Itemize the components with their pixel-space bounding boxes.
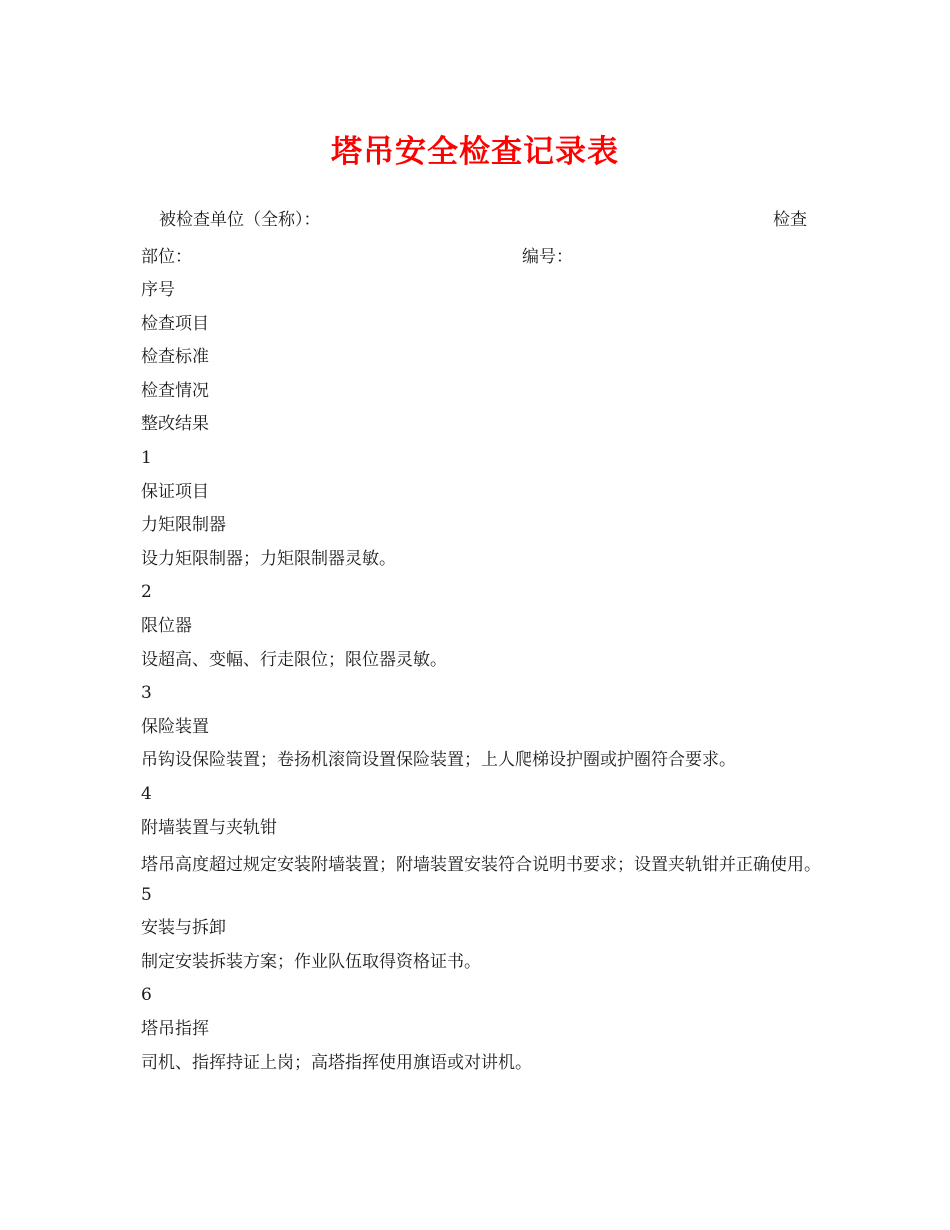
record-content: [141, 278, 821, 1084]
row-1-standard: 设力矩限制器；力矩限制器灵敏。: [141, 548, 396, 569]
row-2-no: 2: [141, 582, 152, 603]
row-6-standard: 司机、指挥持证上岗；高塔指挥使用旗语或对讲机。: [141, 1052, 532, 1073]
number-label: 编号：: [522, 247, 573, 267]
part-label: 部位：: [141, 247, 192, 267]
document-title: 塔吊安全检查记录表: [331, 134, 619, 170]
row-4-item: 附墙装置与夹轨钳: [141, 817, 277, 838]
row-3-no: 3: [141, 683, 152, 704]
column-header-no: 序号: [141, 280, 175, 300]
row-3-item: 保险装置: [141, 716, 209, 737]
row-2-standard: 设超高、变幅、行走限位；限位器灵敏。: [141, 649, 447, 670]
row-5-no: 5: [141, 884, 152, 905]
row-5-item: 安装与拆卸: [141, 918, 226, 939]
row-4-standard: 塔吊高度超过规定安装附墙装置；附墙装置安装符合说明书要求；设置夹轨钳并正确使用。: [141, 855, 821, 876]
inspected-unit-label: 被检查单位（全称）：: [159, 210, 321, 230]
row-1-category: 保证项目: [141, 481, 209, 502]
column-header-result: 整改结果: [141, 414, 209, 435]
row-6-item: 塔吊指挥: [141, 1019, 209, 1040]
row-1-no: 1: [141, 447, 152, 468]
row-1-item: 力矩限制器: [141, 515, 226, 536]
row-5-standard: 制定安装拆装方案；作业队伍取得资格证书。: [141, 951, 481, 972]
column-header-standard: 检查标准: [141, 347, 209, 368]
row-2-item: 限位器: [141, 615, 192, 636]
row-3-standard: 吊钩设保险装置；卷扬机滚筒设置保险装置；上人爬梯设护圈或护圈符合要求。: [141, 750, 736, 771]
check-label: 检查: [773, 210, 807, 230]
row-6-no: 6: [141, 985, 152, 1006]
row-4-no: 4: [141, 783, 152, 804]
column-header-item: 检查项目: [141, 313, 209, 334]
column-header-status: 检查情况: [141, 380, 209, 401]
